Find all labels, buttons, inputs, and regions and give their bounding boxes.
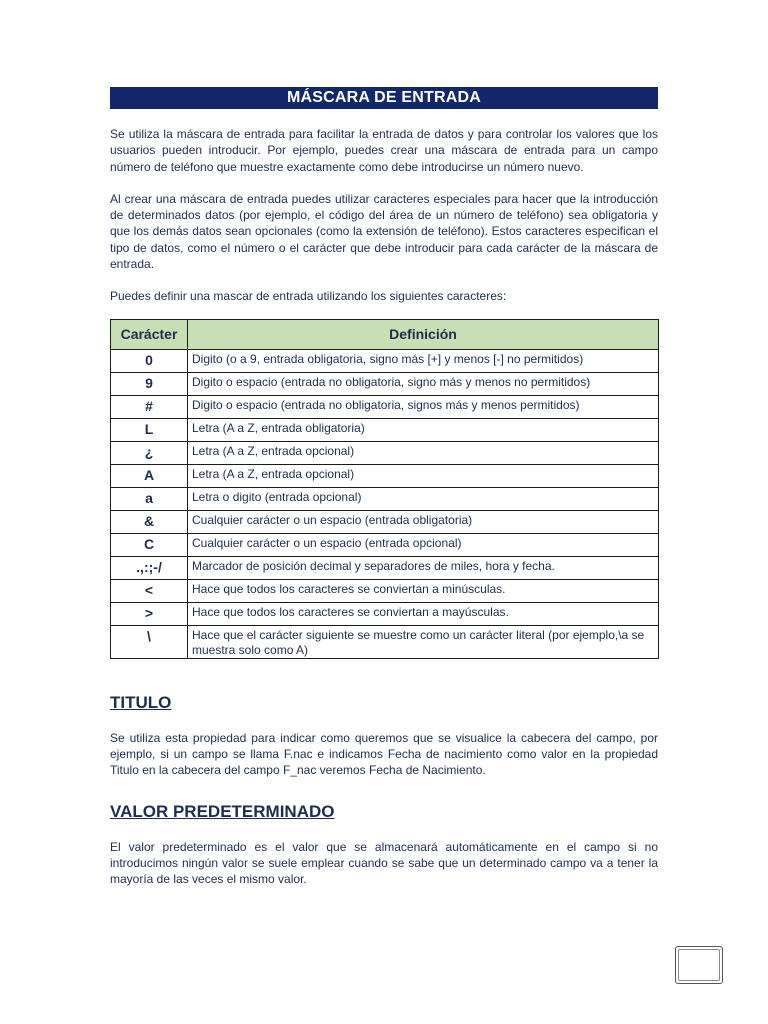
header-character: Carácter [111,319,188,349]
mask-definition-cell: Letra o digito (entrada opcional) [188,487,659,510]
mask-character-cell: < [111,579,188,602]
table-row [111,625,659,658]
mask-definition-cell: Marcador de posición decimal y separadores de miles, hora y fecha. [188,556,659,579]
mask-definition-cell: Letra (A a Z, entrada obligatoria) [188,418,659,441]
mask-character-cell: 0 [111,349,188,372]
mask-definition-cell: Digito (o a 9, entrada obligatoria, signo más [+] y menos [-] no permitidos) [188,349,659,372]
mask-definition-cell: Hace que todos los caracteres se conviertan a minúsculas. [188,579,659,602]
table-row [111,418,659,441]
table-row [111,533,659,556]
section-text-titulo: Se utiliza esta propiedad para indicar como queremos que se visualice la cabecera del campo, por ejemplo, si un campo se llama F.nac e indicamos Fecha de nacimiento como valor en la propiedad Titulo en la cabecera del campo F_nac veremos Fecha de Nacimiento. [110,730,658,778]
section-text-valor-predeterminado: El valor predeterminado es el valor que se almacenará automáticamente en el campo si no introducimos ningún valor se suele emplear cuando se sabe que un determinado campo va a tener la mayoría de las veces el mismo valor. [110,839,658,887]
mask-character-cell: A [111,464,188,487]
mask-character-cell: > [111,602,188,625]
mask-character-cell: # [111,395,188,418]
table-row [111,395,659,418]
mask-definition-cell: Digito o espacio (entrada no obligatoria, signo más y menos no permitidos) [188,372,659,395]
header-definition: Definición [188,319,659,349]
mask-character-cell: L [111,418,188,441]
section-heading-titulo: TITULO [110,692,172,712]
mask-definition-cell: Digito o espacio (entrada no obligatoria, signos más y menos permitidos) [188,395,659,418]
table-header-row [111,319,659,349]
section-heading-valor-predeterminado: VALOR PREDETERMINADO [110,801,335,821]
table-row [111,349,659,372]
mask-character-cell: & [111,510,188,533]
mask-character-cell: \ [111,625,188,658]
table-row [111,441,659,464]
mask-definition-cell: Cualquier carácter o un espacio (entrada obligatoria) [188,510,659,533]
document-page [110,87,658,887]
mask-character-cell: a [111,487,188,510]
mask-character-cell: ¿ [111,441,188,464]
mask-character-cell: C [111,533,188,556]
table-row [111,579,659,602]
document-title: MÁSCARA DE ENTRADA [110,87,658,109]
mask-characters-table [110,319,659,659]
intro-paragraph: Se utiliza la máscara de entrada para facilitar la entrada de datos y para controlar los valores que los usuarios pueden introducir. Por ejemplo, puedes crear una máscara de entrada para un campo número de teléfono que muestre exactamente como debe introducirse un número nuevo. [110,127,658,174]
mask-definition-cell: Letra (A a Z, entrada opcional) [188,441,659,464]
mask-character-cell: .,:;-/ [111,556,188,579]
table-row [111,372,659,395]
table-intro-paragraph: Puedes definir una mascar de entrada utilizando los siguientes caracteres: [110,289,507,304]
table-row [111,464,659,487]
mask-definition-cell: Hace que el carácter siguiente se muestre como un carácter literal (por ejemplo,\a se muestra solo como A) [188,625,659,658]
page-number-box [675,946,723,984]
table-row [111,510,659,533]
table-row [111,487,659,510]
table-row [111,556,659,579]
special-characters-paragraph: Al crear una máscara de entrada puedes utilizar caracteres especiales para hacer que la introducción de determinados datos (por ejemplo, el código del área de un número de teléfono) sea obligatoria y que los demás datos sean opcionales (como la extensión de teléfono). Estos caracteres especifican el tipo de datos, como el número o el carácter que debe introducir para cada carácter de la máscara de entrada. [110,191,658,272]
mask-character-cell: 9 [111,372,188,395]
mask-definition-cell: Hace que todos los caracteres se conviertan a mayúsculas. [188,602,659,625]
mask-definition-cell: Cualquier carácter o un espacio (entrada opcional) [188,533,659,556]
mask-definition-cell: Letra (A a Z, entrada opcional) [188,464,659,487]
table-row [111,602,659,625]
